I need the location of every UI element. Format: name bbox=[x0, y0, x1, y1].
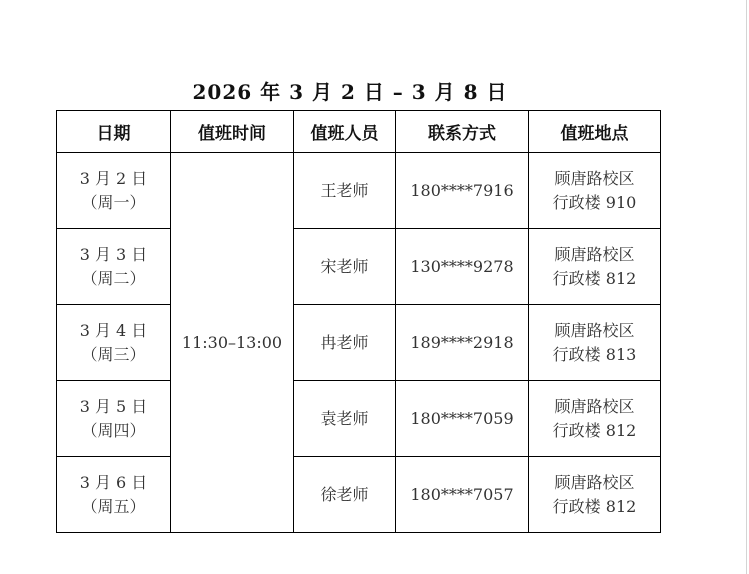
phone-cell: 130****9278 bbox=[396, 229, 529, 305]
date-text: 3 月 3 日 bbox=[79, 244, 148, 264]
header-time: 值班时间 bbox=[171, 111, 294, 153]
duty-time-cell: 11:30–13:00 bbox=[171, 153, 294, 533]
room-text: 行政楼 812 bbox=[552, 268, 637, 288]
phone-cell: 180****7057 bbox=[396, 457, 529, 533]
campus-text: 顾唐路校区 bbox=[554, 244, 635, 264]
date-cell bbox=[57, 381, 171, 457]
room-text: 行政楼 812 bbox=[552, 496, 637, 516]
duty-schedule-table bbox=[56, 110, 661, 533]
campus-text: 顾唐路校区 bbox=[554, 472, 635, 492]
weekday-text: （周五） bbox=[81, 496, 146, 516]
location-cell bbox=[529, 153, 661, 229]
date-cell bbox=[57, 305, 171, 381]
location-cell bbox=[529, 457, 661, 533]
room-text: 行政楼 812 bbox=[552, 420, 637, 440]
location-cell bbox=[529, 229, 661, 305]
campus-text: 顾唐路校区 bbox=[554, 320, 635, 340]
weekday-text: （周三） bbox=[81, 344, 146, 364]
date-cell bbox=[57, 229, 171, 305]
person-cell: 宋老师 bbox=[294, 229, 396, 305]
location-cell bbox=[529, 305, 661, 381]
table-row bbox=[57, 381, 661, 457]
date-text: 3 月 2 日 bbox=[79, 168, 148, 188]
weekday-text: （周四） bbox=[81, 420, 146, 440]
location-cell bbox=[529, 381, 661, 457]
phone-cell: 180****7916 bbox=[396, 153, 529, 229]
date-text: 3 月 5 日 bbox=[79, 396, 148, 416]
person-cell: 徐老师 bbox=[294, 457, 396, 533]
date-text: 3 月 4 日 bbox=[79, 320, 148, 340]
table-row bbox=[57, 457, 661, 533]
room-text: 行政楼 813 bbox=[552, 344, 637, 364]
table-row bbox=[57, 229, 661, 305]
weekday-text: （周二） bbox=[81, 268, 146, 288]
weekday-text: （周一） bbox=[81, 192, 146, 212]
person-cell: 冉老师 bbox=[294, 305, 396, 381]
campus-text: 顾唐路校区 bbox=[554, 168, 635, 188]
person-cell: 袁老师 bbox=[294, 381, 396, 457]
table-row bbox=[57, 305, 661, 381]
phone-cell: 180****7059 bbox=[396, 381, 529, 457]
header-location: 值班地点 bbox=[529, 111, 661, 153]
page-edge-line bbox=[746, 0, 747, 574]
room-text: 行政楼 910 bbox=[552, 192, 637, 212]
campus-text: 顾唐路校区 bbox=[554, 396, 635, 416]
table-header-row bbox=[57, 111, 661, 153]
table-row bbox=[57, 153, 661, 229]
date-cell bbox=[57, 457, 171, 533]
header-person: 值班人员 bbox=[294, 111, 396, 153]
date-cell bbox=[57, 153, 171, 229]
header-date: 日期 bbox=[57, 111, 171, 153]
person-cell: 王老师 bbox=[294, 153, 396, 229]
page-title: 2026 年 3 月 2 日 – 3 月 8 日 bbox=[192, 80, 508, 104]
date-text: 3 月 6 日 bbox=[79, 472, 148, 492]
header-contact: 联系方式 bbox=[396, 111, 529, 153]
phone-cell: 189****2918 bbox=[396, 305, 529, 381]
